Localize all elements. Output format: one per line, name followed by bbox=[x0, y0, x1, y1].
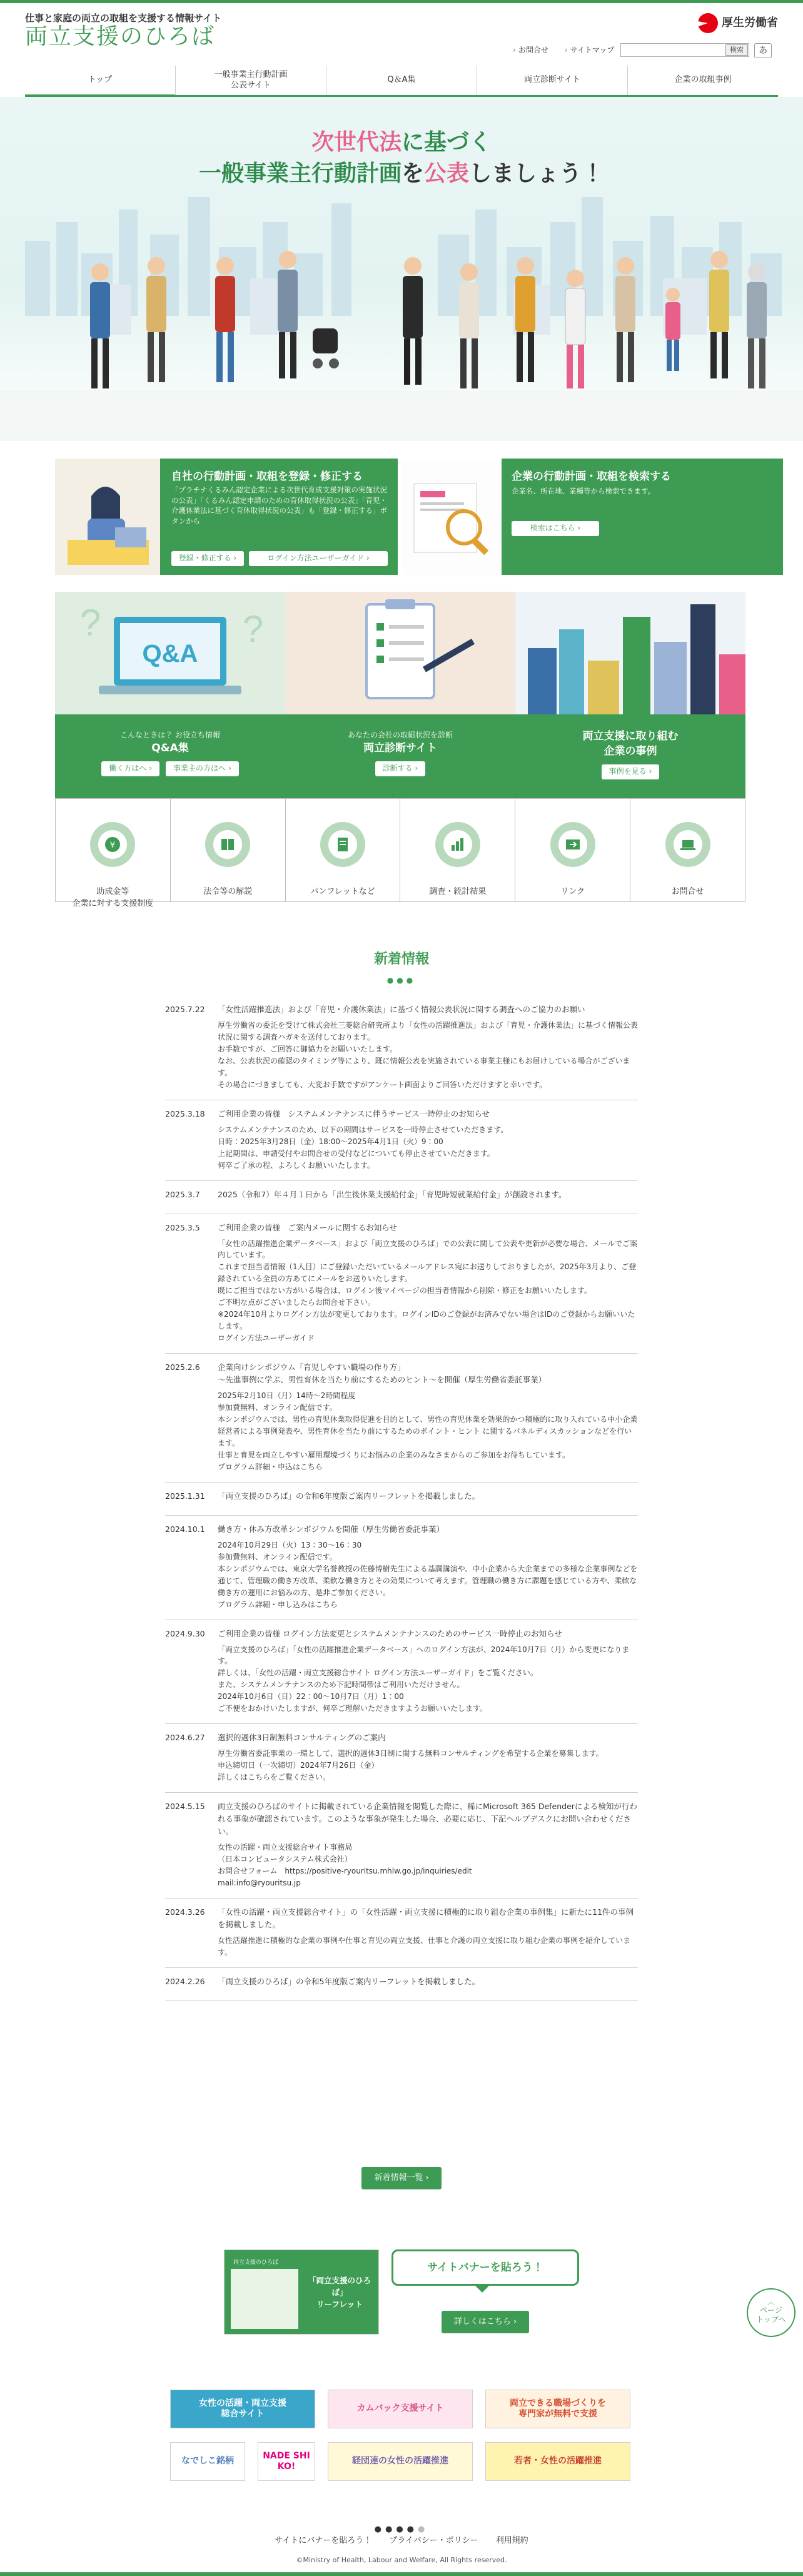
quick-link-label: 調査・統計結果 bbox=[429, 886, 487, 896]
svg-text:Q&A: Q&A bbox=[142, 640, 198, 667]
news-item bbox=[165, 1181, 638, 1214]
quick-link-statistics[interactable] bbox=[400, 799, 515, 901]
copyright: ©Ministry of Health, Labour and Welfare, All Rights reserved. bbox=[296, 2556, 507, 2564]
news-headline: 「両立支援のひろば」の令和5年度版ご案内リーフレットを掲載しました。 bbox=[218, 1976, 480, 1986]
news-list bbox=[165, 996, 638, 2001]
site-logo[interactable]: 両立支援のひろば bbox=[25, 24, 216, 49]
hero-keyword-law: 次世代法 bbox=[311, 129, 402, 155]
promo-section bbox=[55, 459, 783, 575]
diagnosis-title: 両立診断サイト bbox=[363, 742, 437, 755]
ministry-name: 厚生労働省 bbox=[722, 16, 778, 29]
chart-icon bbox=[435, 822, 480, 867]
contact-link[interactable]: › お問合せ bbox=[513, 44, 548, 56]
hero-heading bbox=[0, 127, 803, 190]
news-date: 2025.1.31 bbox=[165, 1491, 205, 1501]
feature-qa bbox=[55, 592, 285, 798]
news-heading-dots: ●●● bbox=[386, 976, 417, 985]
diagnosis-button[interactable]: 診断する › bbox=[375, 761, 426, 776]
ministry-logo[interactable] bbox=[698, 13, 778, 33]
login-guide-button[interactable]: ログイン方法ユーザーガイド › bbox=[249, 551, 388, 566]
news-item bbox=[165, 1724, 638, 1793]
register-illustration bbox=[55, 459, 160, 575]
news-date: 2025.2.6 bbox=[165, 1362, 200, 1372]
qa-band bbox=[55, 714, 285, 798]
news-date: 2024.6.27 bbox=[165, 1733, 205, 1743]
news-headline: 両立支援のひろばのサイトに掲載されている企業情報を閲覧した際に、稀にMicrosoft 365 Defenderによる検知が行われる事象が確認されています。このような事象が発生した場合、必要に応じ、下記ヘルプデスクにお問い合わせください。 bbox=[218, 1802, 637, 1837]
hero-banner bbox=[0, 97, 803, 441]
leaflet-label: 「両立支援のひろば」 リーフレット bbox=[308, 2276, 371, 2309]
quick-link-label: 助成金等 企業に対する支援制度 bbox=[72, 886, 154, 908]
news-date: 2024.3.26 bbox=[165, 1907, 205, 1917]
banner-youth-women[interactable]: 若者・女性の活躍推進 bbox=[485, 2442, 630, 2481]
news-headline: ご利用企業の皆様 ご案内メールに関するお知らせ bbox=[218, 1222, 397, 1232]
carousel-indicator[interactable]: ●●●●● bbox=[374, 2525, 429, 2534]
quick-link-label: パンフレットなど bbox=[310, 886, 375, 896]
svg-text:?: ? bbox=[243, 608, 264, 650]
banner-keidanren[interactable]: 経団連の女性の活躍推進 bbox=[328, 2442, 473, 2481]
cases-button[interactable]: 事例を見る › bbox=[602, 764, 660, 779]
hero-keyword-plan: 一般事業主行動計画 bbox=[198, 161, 402, 187]
news-date: 2024.2.26 bbox=[165, 1976, 205, 1986]
news-body: システムメンテナンスのため、以下の期間はサービスを一時停止させていただきます。 日時：2025年3月28日（金）18:00〜2025年4月1日（火）9：00 上記期間は、申請受付やお問合せの受付などについても停止させていただきます。 何卒ご了承の程、よろしくお願いいたします。 bbox=[218, 1125, 508, 1170]
quick-link-subsidies[interactable] bbox=[56, 799, 170, 908]
news-date: 2024.10.1 bbox=[165, 1524, 205, 1534]
register-edit-button[interactable]: 登録・修正する › bbox=[171, 551, 244, 566]
svg-text:?: ? bbox=[80, 602, 101, 644]
ministry-mark-icon bbox=[698, 13, 718, 33]
news-headline: ご利用企業の皆様 システムメンテナンスに伴うサービス一時停止のお知らせ bbox=[218, 1108, 490, 1118]
nav-case-studies[interactable]: 企業の取組事例 bbox=[627, 66, 778, 95]
news-item bbox=[165, 1483, 638, 1516]
diagnosis-subtitle: あなたの会社の取組状況を診断 bbox=[347, 731, 453, 739]
qa-subtitle: こんなときは？ お役立ち情報 bbox=[120, 731, 220, 739]
page-top-button[interactable]: ︿ ページ トップへ bbox=[747, 2288, 795, 2337]
qa-illustration bbox=[55, 592, 285, 714]
news-item bbox=[165, 996, 638, 1100]
nav-action-plan[interactable]: 一般事業主行動計画 公表サイト bbox=[175, 66, 326, 95]
svg-text:¥: ¥ bbox=[110, 839, 116, 849]
news-item bbox=[165, 1968, 638, 2001]
quick-link-label: お問合せ bbox=[671, 886, 704, 896]
news-item bbox=[165, 1516, 638, 1620]
news-heading: 新着情報 bbox=[373, 951, 429, 967]
news-headline: 選択的週休3日制無料コンサルティングのご案内 bbox=[218, 1733, 386, 1743]
pamphlet-icon bbox=[320, 822, 365, 867]
hero-keyword-publish: 公表 bbox=[424, 161, 470, 187]
font-size-button[interactable]: あ bbox=[754, 43, 772, 58]
news-headline: 「両立支援のひろば」の令和6年度版ご案内リーフレットを掲載しました。 bbox=[218, 1491, 480, 1501]
site-banner-callout: サイトバナーを貼ろう！ bbox=[391, 2249, 579, 2286]
laptop-icon bbox=[665, 822, 710, 867]
news-body: 女性の活躍・両立支援総合サイト事務局 （日本コンピュータシステム株式会社） お問合せフォーム https://positive-ryouritsu.mhlw.go.jp/inquiries/edit mail:info@ryouritsu.jp bbox=[218, 1843, 472, 1887]
footer-links bbox=[0, 2535, 803, 2548]
qa-employers-button[interactable]: 事業主の方はへ › bbox=[166, 761, 239, 776]
nav-top[interactable]: トップ bbox=[25, 66, 175, 97]
global-nav bbox=[25, 66, 778, 97]
news-headline: 企業向けシンポジウム「育児しやすい職場の作り方」 〜先進事例に学ぶ、男性育休を当たり前にするためのヒント〜を開催（厚生労働省委託事業） bbox=[218, 1362, 547, 1385]
news-body: 2024年10月29日（火）13：30〜16：30 参加費無料、オンライン配信です。 本シンポジウムでは、東京大学名誉教授の佐藤博樹先生による基調講演や、中小企業から大企業までの多様な企業事例などを通じて、管理職の働き方改革、柔軟な働き方とその効果について考えます。管理職の働き方に課題を感じている方や、柔軟な働き方の運用にお悩みの方、是非ご参加ください。 プログラム詳細・申し込みはこちら bbox=[218, 1540, 638, 1609]
coin-icon bbox=[90, 822, 135, 867]
nav-diagnosis[interactable]: 両立診断サイト bbox=[477, 66, 627, 95]
search-illustration bbox=[402, 459, 502, 575]
hero-text-3: しましょう！ bbox=[469, 161, 605, 187]
hero-text-2: を bbox=[401, 161, 424, 187]
quick-link-pamphlets[interactable] bbox=[285, 799, 400, 901]
news-item bbox=[165, 1620, 638, 1725]
cases-title: 両立支援に取り組む 企業の事例 bbox=[582, 730, 679, 758]
site-banner-details-button[interactable]: 詳しくはこちら › bbox=[442, 2311, 529, 2333]
utility-links bbox=[513, 44, 614, 56]
search-button[interactable]: 検索 bbox=[725, 44, 748, 56]
banner-women-support-site[interactable]: 女性の活躍・両立支援 総合サイト bbox=[170, 2390, 315, 2428]
sitemap-link[interactable]: › サイトマップ bbox=[565, 44, 615, 56]
qa-workers-button[interactable]: 働く方はへ › bbox=[101, 761, 159, 776]
quick-link-laws[interactable] bbox=[170, 799, 285, 901]
news-item bbox=[165, 1214, 638, 1354]
register-panel bbox=[55, 459, 398, 575]
news-headline: ご利用企業の皆様 ログイン方法変更とシステムメンテナンスのためのサービス一時停止のお知らせ bbox=[218, 1628, 562, 1638]
nav-qa[interactable]: Q＆A集 bbox=[326, 66, 477, 95]
news-headline: 2025（令和7）年４月１日から「出生後休業支援給付金」「育児時短就業給付金」が創設されます。 bbox=[218, 1189, 567, 1199]
quick-link-label: 法令等の解説 bbox=[203, 886, 253, 896]
footer-link-privacy[interactable]: プライバシー・ポリシー bbox=[389, 2536, 478, 2545]
register-description: 「プラチナくるみん認定企業による次世代育成支援対策の実施状況の公表」「くるみん認定申請のための育休取得状況の公表」「育児・介護休業法に基づく育休取得状況の公表」も「登録・修正する」ボタンから bbox=[171, 485, 387, 526]
cases-band bbox=[515, 714, 745, 798]
banner-nadeshiko-logo[interactable]: NADE SHI KO! bbox=[258, 2442, 315, 2481]
news-item bbox=[165, 1354, 638, 1483]
news-date: 2024.5.15 bbox=[165, 1802, 205, 1812]
footer-link-banner[interactable]: サイトにバナーを貼ろう！ bbox=[275, 2536, 372, 2545]
search-panel-description: 企業名、所在地、業種等から検索できます。 bbox=[512, 487, 655, 495]
news-body: 「両立支援のひろば」「女性の活躍推進企業データベース」へのログイン方法が、2024年10月7日（月）から変更になります。 詳しくは、「女性の活躍・両立支援総合サイト ログイン方法ユーザーガイド」をご覧ください。 また、システムメンテナンスのため下記時間帯はご利用いただけません。 2024年10月6日（日）22：00〜10月7日（月）1：00 ご不便をおかけいたしますが、何卒ご理解いただきますようお願いいたします。 bbox=[218, 1645, 630, 1713]
banner-comeback-support[interactable]: カムバック支援サイト bbox=[328, 2390, 473, 2428]
quick-link-contact[interactable] bbox=[630, 799, 745, 901]
quick-link-links[interactable] bbox=[515, 799, 630, 901]
search-panel-title: 企業の行動計画・取組を検索する bbox=[512, 470, 671, 483]
site-header bbox=[0, 3, 803, 66]
cases-illustration bbox=[515, 592, 745, 714]
news-item bbox=[165, 1100, 638, 1181]
news-date: 2025.3.18 bbox=[165, 1108, 205, 1118]
news-body: 厚生労働省の委託を受けて株式会社三菱総合研究所より「女性の活躍推進法」および「育児・介護休業法」に基づく情報公表状況に関する調査ハガキを送付しております。 お手数ですが、ご回答に御協力をお願いいたします。 なお、公表状況の確認のタイミング等により、既に情報公表を実施されている事業主様にもお届けしている場合がございます。 その場合にづきましても、大変お手数ですがアンケート画面よりご回答いただけますと幸いです。 bbox=[218, 1021, 639, 1089]
news-headline: 「女性活躍推進法」および「育児・介護休業法」に基づく情報公表状況に関する調査へのご協力のお願い bbox=[218, 1005, 585, 1014]
news-body: 女性活躍推進に積極的な企業の事例や仕事と育児の両立支援、仕事と介護の両立支援に取り組む企業の事例を紹介しています。 bbox=[218, 1935, 631, 1957]
feature-cases bbox=[515, 592, 745, 798]
news-body: 厚生労働省委託事業の一環として、選択的週休3日制に関する無料コンサルティングを希望する企業を募集します。 申込締切日（一次締切）2024年7月26日（金） 詳しくはこちらをご覧ください。 bbox=[218, 1749, 604, 1782]
leaflet-thumbnail-title: 両立支援のひろば bbox=[231, 2256, 298, 2269]
diagnosis-band bbox=[285, 714, 515, 798]
footer-link-terms[interactable]: 利用規約 bbox=[495, 2536, 528, 2545]
news-date: 2025.3.5 bbox=[165, 1222, 200, 1232]
news-item bbox=[165, 1899, 638, 1968]
banner-nadeshiko-brand[interactable]: なでしこ銘柄 bbox=[170, 2442, 245, 2481]
banner-expert-support[interactable]: 両立できる職場づくりを 専門家が無料で支援 bbox=[485, 2390, 630, 2428]
news-item bbox=[165, 1793, 638, 1899]
bottom-accent-bar bbox=[0, 2572, 803, 2576]
hero-text-1: に基づく bbox=[402, 129, 492, 155]
diagnosis-illustration bbox=[285, 592, 515, 714]
news-date: 2025.7.22 bbox=[165, 1005, 205, 1014]
feature-diagnosis bbox=[285, 592, 515, 798]
news-date: 2025.3.7 bbox=[165, 1189, 200, 1199]
partner-banners bbox=[170, 2390, 633, 2495]
register-title: 自社の行動計画・取組を登録・修正する bbox=[171, 470, 363, 483]
search-panel bbox=[402, 459, 783, 575]
link-icon bbox=[550, 822, 595, 867]
news-headline: 「女性の活躍・両立支援総合サイト」の「女性活躍・両立支援に積極的に取り組む企業の事例集」に新たに11件の事例を掲載しました。 bbox=[218, 1907, 634, 1929]
news-headline: 働き方・休み方改革シンポジウムを開催（厚生労働省委託事業） bbox=[218, 1524, 445, 1534]
quick-link-label: リンク bbox=[560, 886, 585, 896]
news-body: 2025年2月10日（月）14時〜2時間程度 参加費無料、オンライン配信です。 本シンポジウムでは、男性の育児休業取得促進を目的として、男性の育児休業を効果的かつ積極的に取り入れている中小企業経営者による事例発表や、男性育休を当たり前にするためのポイント・ヒント に関するパネルディスカッションなどを行います。 仕事と育児を両立しやすい雇用環境づくりにお悩みの企業のみなさまからのご参加をお待ちしています。 プログラム詳細・申込はこちら bbox=[218, 1391, 638, 1471]
search-companies-button[interactable]: 検索はこちら › bbox=[512, 521, 599, 536]
site-tagline: 仕事と家庭の両立の取組を支援する情報サイト bbox=[25, 13, 221, 24]
news-body: 「女性の活躍推進企業データベース」および「両立支援のひろば」での公表に関して公表や更新が必要な場合、メールでご案内しています。 これまで担当者情報（1人目）にご登録いただいているメールアドレス宛にお送りしておりましたが、2025年3月より、ご登録されている全員の方あてにメールをお送りいたします。 既にご担当ではない方がいる場合は、ログイン後マイページの担当者情報から削除・修正をお願いいたします。 ご不明な点がございましたらお問合せ下さい。 ※2024年10月よりログイン方法が変更しております。ログインIDのご登録がお済みでない場合はIDのご登録からお願いいたします。 ログイン方法ユーザーガイド bbox=[218, 1239, 638, 1343]
news-more-button[interactable]: 新着情報一覧 › bbox=[361, 2167, 442, 2189]
leaflet-banner[interactable] bbox=[224, 2249, 379, 2335]
feature-section bbox=[55, 592, 745, 908]
qa-title: Q&A集 bbox=[151, 742, 189, 755]
quick-links bbox=[55, 798, 745, 908]
book-icon bbox=[205, 822, 250, 867]
news-date: 2024.9.30 bbox=[165, 1628, 205, 1638]
leaflet-thumbnail bbox=[231, 2256, 298, 2329]
